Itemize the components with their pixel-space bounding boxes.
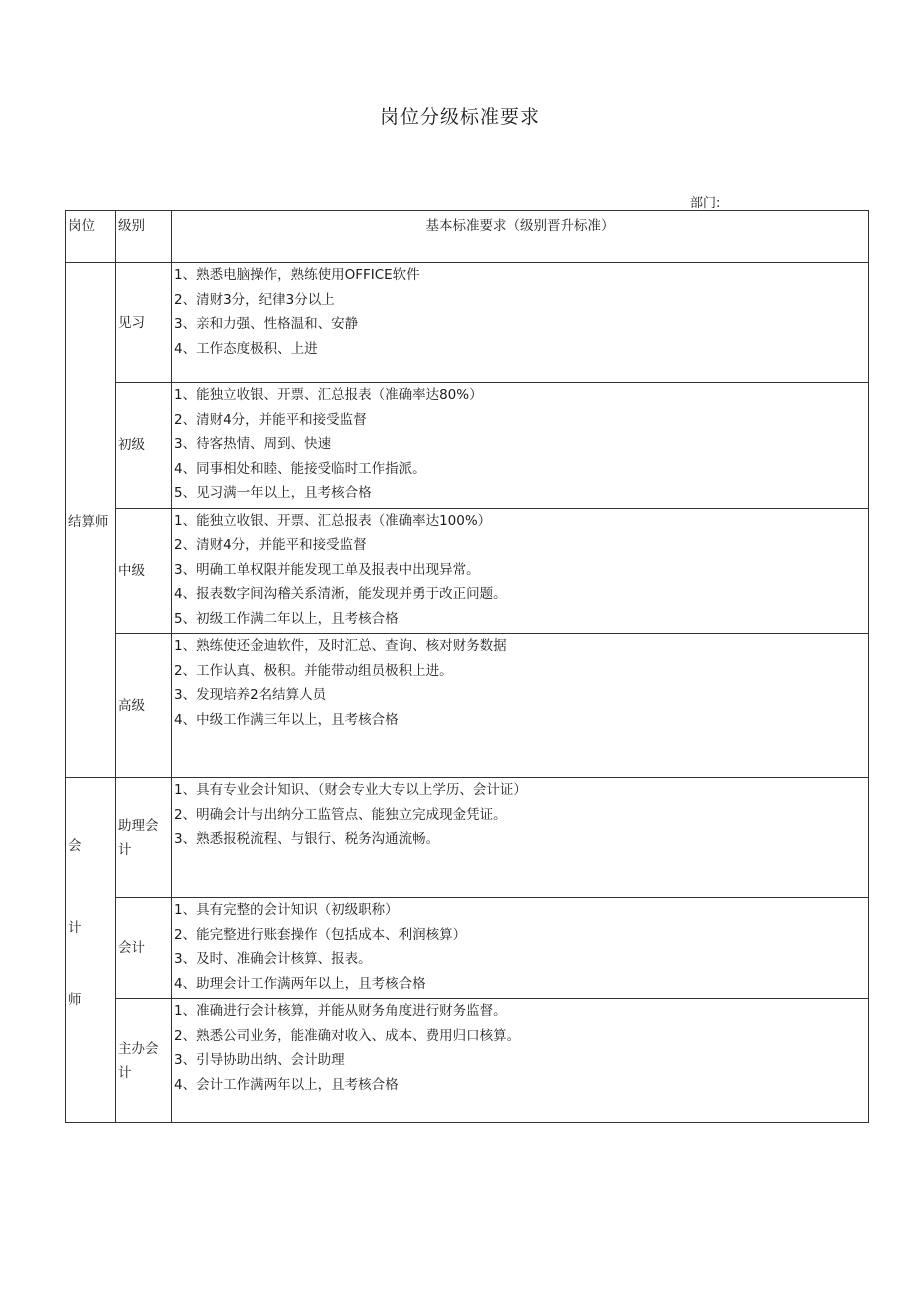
list-item: 3、待客热情、周到、快速	[174, 436, 332, 452]
table-row	[66, 999, 869, 1123]
requirements-accountant	[172, 898, 869, 999]
list-item: 4、报表数字间沟稽关系清淅，能发现并勇于改正问题。	[174, 586, 507, 602]
list-item: 2、工作认真、极积。并能带动组员极积上进。	[174, 662, 453, 679]
header-requirements: 基本标准要求（级别晋升标准）	[172, 211, 869, 263]
list-item: 1、具有专业会计知识、（财会专业大专以上学历、会计证）	[174, 782, 527, 798]
list-item: 4、同事相处和睦、能接受临时工作指派。	[174, 460, 426, 477]
level-name-line: 计	[118, 841, 132, 858]
list-item: 1、具有完整的会计知识（初级职称）	[174, 902, 399, 918]
level-chief-accountant	[116, 999, 172, 1123]
table-row	[66, 263, 869, 383]
requirements-assistant-accountant	[172, 778, 869, 898]
requirements-chief-accountant	[172, 999, 869, 1123]
department-label: 部门:	[690, 196, 721, 211]
list-item: 4、中级工作满三年以上，且考核合格	[174, 711, 399, 728]
list-item: 1、能独立收银、开票、汇总报表（准确率达100%）	[174, 512, 492, 529]
header-level: 级别	[116, 211, 172, 263]
page-title: 岗位分级标准要求	[379, 106, 540, 128]
list-item: 2、明确会计与出纳分工监管点、能独立完成现金凭证。	[174, 806, 507, 823]
list-item: 3、亲和力强、性格温和、安静	[174, 316, 359, 332]
level-assistant-accountant	[116, 778, 172, 898]
standards-table	[65, 210, 869, 1123]
level-name-line: 计	[118, 1064, 132, 1081]
table-row	[66, 508, 869, 634]
position-accountant	[66, 778, 116, 1123]
list-item: 2、清财4分，并能平和接受监督	[174, 537, 367, 553]
position-accountant-char: 师	[68, 992, 82, 1008]
level-intermediate: 中级	[116, 508, 172, 634]
list-item: 3、及时、准确会计核算、报表。	[174, 951, 372, 967]
position-settlement: 结算师	[66, 263, 116, 778]
list-item: 2、能完整进行账套操作（包括成本、利润核算）	[174, 926, 467, 943]
header-position: 岗位	[66, 211, 116, 263]
list-item: 3、引导协助出纳、会计助理	[174, 1052, 345, 1068]
level-trainee: 见习	[116, 263, 172, 383]
table-row	[66, 634, 869, 778]
list-item: 2、清财3分，纪律3分以上	[174, 291, 335, 308]
level-name-line: 助理会	[118, 817, 159, 834]
list-item: 1、准确进行会计核算，并能从财务角度进行财务监督。	[174, 1003, 507, 1019]
list-item: 4、会计工作满两年以上，且考核合格	[174, 1076, 399, 1093]
table-row	[66, 898, 869, 999]
level-junior: 初级	[116, 383, 172, 509]
header-row	[66, 211, 869, 263]
level-senior: 高级	[116, 634, 172, 778]
position-accountant-char: 会	[68, 838, 82, 854]
list-item: 3、熟悉报税流程、与银行、税务沟通流畅。	[174, 831, 440, 847]
list-item: 1、熟练使还金迪软件，及时汇总、查询、核对财务数据	[174, 638, 507, 654]
list-item: 1、能独立收银、开票、汇总报表（准确率达80%）	[174, 387, 483, 403]
requirements-trainee	[172, 263, 869, 383]
list-item: 5、初级工作满二年以上，且考核合格	[174, 610, 399, 627]
requirements-intermediate	[172, 508, 869, 634]
list-item: 4、助理会计工作满两年以上，且考核合格	[174, 975, 426, 992]
list-item: 3、发现培养2名结算人员	[174, 687, 327, 703]
position-accountant-char: 计	[68, 920, 82, 936]
list-item: 4、工作态度极积、上进	[174, 340, 318, 357]
requirements-senior	[172, 634, 869, 778]
requirements-junior	[172, 383, 869, 509]
list-item: 2、熟悉公司业务，能准确对收入、成本、费用归口核算。	[174, 1027, 521, 1044]
table-row	[66, 778, 869, 898]
list-item: 5、见习满一年以上，且考核合格	[174, 485, 372, 501]
list-item: 3、明确工单权限并能发现工单及报表中出现异常。	[174, 561, 480, 578]
level-accountant: 会计	[116, 898, 172, 999]
table-row	[66, 383, 869, 509]
list-item: 2、清财4分，并能平和接受监督	[174, 411, 367, 428]
list-item: 1、熟悉电脑操作，熟练使用OFFICE软件	[174, 267, 420, 283]
level-name-line: 主办会	[118, 1040, 159, 1057]
